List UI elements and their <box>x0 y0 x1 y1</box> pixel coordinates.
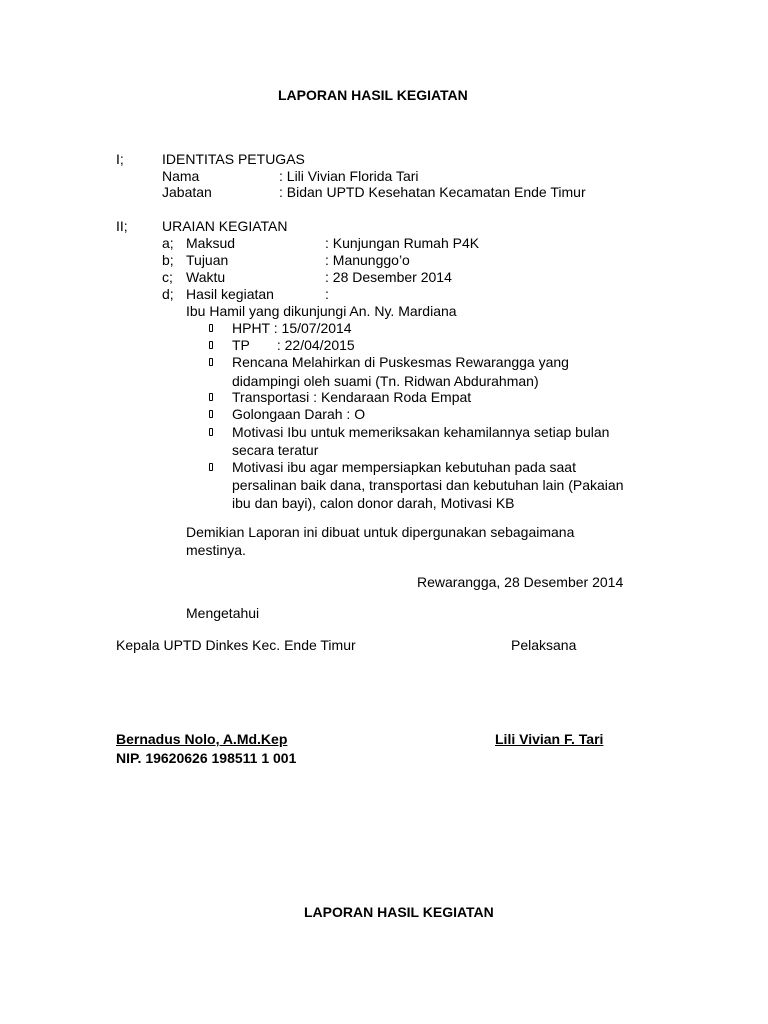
page-title: LAPORAN HASIL KEGIATAN <box>278 87 468 103</box>
place-date: Rewarangga, 28 Desember 2014 <box>417 574 624 590</box>
right-signatory-name: Lili Vivian F. Tari <box>495 731 604 747</box>
item-value-waktu: : 28 Desember 2014 <box>325 269 452 285</box>
section2-number: II; <box>116 218 128 234</box>
bullet-icon <box>209 341 213 349</box>
page-title-next: LAPORAN HASIL KEGIATAN <box>304 904 494 920</box>
item-value-tujuan: : Manunggo’o <box>325 252 410 268</box>
bullet-motivasi2-line3: ibu dan bayi), calon donor darah, Motivasi KB <box>232 495 515 511</box>
closing-line1: Demikian Laporan ini dibuat untuk dipergunakan sebagaimana <box>186 524 575 540</box>
closing-line2: mestinya. <box>186 542 246 558</box>
field-label-nama: Nama <box>162 168 200 184</box>
section2-heading: URAIAN KEGIATAN <box>162 218 288 234</box>
field-value-nama: : Lili Vivian Florida Tari <box>279 168 419 184</box>
bullet-motivasi2-line1: Motivasi ibu agar mempersiapkan kebutuhan pada saat <box>232 459 576 475</box>
bullet-tp: TP : 22/04/2015 <box>232 337 355 353</box>
section1-heading: IDENTITAS PETUGAS <box>162 151 305 167</box>
visit-intro: Ibu Hamil yang dikunjungi An. Ny. Mardiana <box>186 303 457 319</box>
bullet-icon <box>209 463 213 471</box>
bullet-golongan: Golongaan Darah : O <box>232 406 366 422</box>
item-letter-c: c; <box>162 269 173 285</box>
item-label-hasil: Hasil kegiatan <box>186 286 274 302</box>
field-label-jabatan: Jabatan <box>162 184 212 200</box>
item-label-tujuan: Tujuan <box>186 252 229 268</box>
bullet-motivasi1-line1: Motivasi Ibu untuk memeriksakan kehamilannya setiap bulan <box>232 424 610 440</box>
field-value-jabatan: : Bidan UPTD Kesehatan Kecamatan Ende Timur <box>279 184 586 200</box>
item-letter-d: d; <box>162 286 174 302</box>
bullet-motivasi2-line2: persalinan baik dana, transportasi dan kebutuhan lain (Pakaian <box>232 477 624 493</box>
bullet-icon <box>209 393 213 401</box>
bullet-rencana-line2: didampingi oleh suami (Tn. Ridwan Abdurahman) <box>232 373 539 389</box>
bullet-transportasi: Transportasi : Kendaraan Roda Empat <box>232 389 472 405</box>
left-signatory-name: Bernadus Nolo, A.Md.Kep <box>116 731 288 747</box>
section1-number: I; <box>116 151 124 167</box>
bullet-motivasi1-line2: secara teratur <box>232 442 319 458</box>
item-value-hasil: : <box>325 286 329 302</box>
bullet-hpht: HPHT : 15/07/2014 <box>232 320 352 336</box>
bullet-icon <box>209 410 213 418</box>
item-letter-a: a; <box>162 235 174 251</box>
item-label-waktu: Waktu <box>186 269 226 285</box>
bullet-icon <box>209 358 213 366</box>
mengetahui-label: Mengetahui <box>186 605 260 621</box>
left-signatory-role: Kepala UPTD Dinkes Kec. Ende Timur <box>116 637 356 653</box>
bullet-icon <box>209 324 213 332</box>
item-letter-b: b; <box>162 252 174 268</box>
item-value-maksud: : Kunjungan Rumah P4K <box>325 235 480 251</box>
right-signatory-role: Pelaksana <box>511 637 577 653</box>
left-signatory-nip: NIP. 19620626 198511 1 001 <box>116 750 297 766</box>
item-label-maksud: Maksud <box>186 235 236 251</box>
bullet-icon <box>209 428 213 436</box>
bullet-rencana-line1: Rencana Melahirkan di Puskesmas Rewarangga yang <box>232 354 569 370</box>
